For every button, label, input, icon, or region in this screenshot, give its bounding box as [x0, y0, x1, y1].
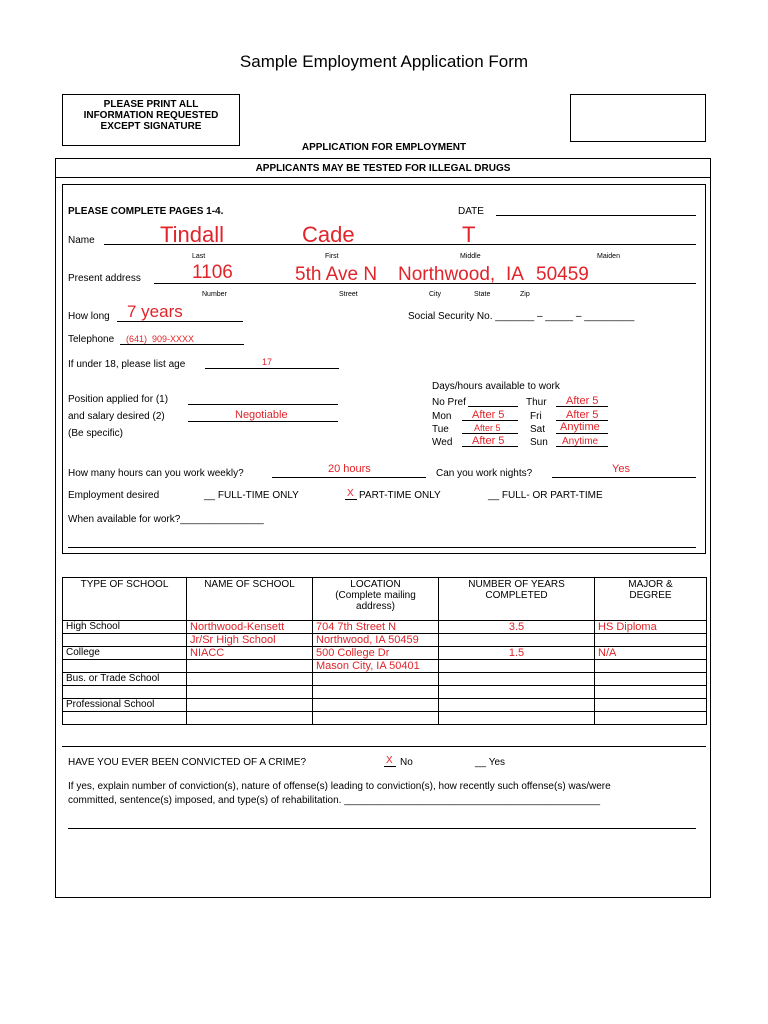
education-header-row [63, 578, 707, 621]
how-long-value: 7 years [127, 302, 183, 321]
when-available-label: When available for work?_______________ [68, 514, 264, 525]
trade-location-cell-2[interactable] [313, 686, 439, 699]
name-sub-first: First [325, 253, 339, 260]
hs-years-cell-2[interactable] [439, 634, 595, 647]
hs-type-cell: High School [63, 621, 187, 634]
date-label: DATE [458, 206, 484, 217]
salary-value: Negotiable [235, 409, 288, 421]
crime-explain-line-2: committed, sentence(s) imposed, and type(s) of rehabilitation. ______________________________________________ [68, 795, 601, 806]
part-time-check-line[interactable] [345, 499, 357, 500]
day-mon: Mon [432, 411, 452, 422]
telephone-line[interactable] [120, 344, 244, 345]
crime-question: HAVE YOU EVER BEEN CONVICTED OF A CRIME? [68, 757, 307, 768]
address-sub-street: Street [339, 291, 358, 298]
college-degree-cell[interactable]: N/A [595, 647, 707, 660]
table-row [63, 699, 707, 712]
name-sub-last: Last [192, 253, 206, 260]
table-row [63, 712, 707, 725]
trade-years-cell[interactable] [439, 673, 595, 686]
no-pref-line[interactable] [468, 406, 518, 407]
position-label-2: and salary desired (2) [68, 411, 165, 422]
under-18-line[interactable] [205, 368, 339, 369]
crime-no-check-line[interactable] [384, 766, 396, 767]
education-table [62, 577, 707, 725]
crime-yes-label[interactable]: __ Yes [475, 757, 506, 768]
crime-no-label[interactable]: No [400, 757, 413, 768]
prof-degree-cell[interactable] [595, 699, 707, 712]
address-city-value: Northwood, [398, 264, 496, 285]
tue-value: After 5 [474, 423, 501, 433]
college-location-cell-1[interactable]: 500 College Dr [313, 647, 439, 660]
college-location-cell-2[interactable]: Mason City, IA 50401 [313, 660, 439, 673]
position-label-1: Position applied for (1) [68, 394, 169, 405]
hs-degree-cell-2[interactable] [595, 634, 707, 647]
notice-line-3: EXCEPT SIGNATURE [100, 121, 202, 132]
college-name-cell-2[interactable] [187, 660, 313, 673]
part-time-check-mark: X [347, 488, 354, 499]
address-sub-number: Number [202, 291, 227, 298]
nights-line[interactable] [552, 477, 696, 478]
drug-notice-divider [55, 177, 711, 178]
crime-explain-line-1: If yes, explain number of conviction(s), nature of offense(s) leading to conviction(s), how recently such offense(s) was/were [68, 781, 611, 792]
header-years-completed: NUMBER OF YEARS COMPLETED [439, 578, 595, 621]
header-major-degree: MAJOR & DEGREE [595, 578, 707, 621]
sat-value: Anytime [560, 421, 600, 433]
header-name-of-school: NAME OF SCHOOL [187, 578, 313, 621]
prof-years-cell[interactable] [439, 699, 595, 712]
office-use-box [570, 94, 706, 142]
ssn-label: Social Security No. _______ – _____ – _________ [408, 311, 635, 322]
day-wed: Wed [432, 437, 453, 448]
full-or-part-time-option[interactable]: __ FULL- OR PART-TIME [488, 490, 603, 501]
table-row [63, 621, 707, 634]
address-zip-value: 50459 [536, 264, 589, 285]
position-line-1[interactable] [188, 404, 338, 405]
table-row [63, 660, 707, 673]
name-middle-value: T [462, 222, 476, 247]
day-sat: Sat [530, 424, 546, 435]
mon-value: After 5 [472, 409, 505, 421]
full-time-option[interactable]: __ FULL-TIME ONLY [204, 490, 299, 501]
day-sun: Sun [530, 437, 548, 448]
table-row [63, 686, 707, 699]
trade-degree-cell[interactable] [595, 673, 707, 686]
header-location: LOCATION (Complete mailing address) [313, 578, 439, 621]
trade-name-cell[interactable] [187, 673, 313, 686]
trade-years-cell-2[interactable] [439, 686, 595, 699]
prof-years-cell-2[interactable] [439, 712, 595, 725]
under-18-label: If under 18, please list age [68, 359, 186, 370]
drug-notice: APPLICANTS MAY BE TESTED FOR ILLEGAL DRUGS [255, 163, 511, 174]
day-tue: Tue [432, 424, 449, 435]
position-line-2[interactable] [188, 421, 338, 422]
how-long-label: How long [68, 311, 110, 322]
prof-name-cell[interactable] [187, 699, 313, 712]
application-heading: APPLICATION FOR EMPLOYMENT [301, 142, 467, 153]
day-fri: Fri [530, 411, 542, 422]
thur-value: After 5 [566, 395, 599, 407]
trade-degree-cell-2[interactable] [595, 686, 707, 699]
hours-weekly-value: 20 hours [328, 463, 371, 475]
crime-explain-line-3[interactable] [68, 828, 696, 829]
hs-name-cell-2[interactable]: Jr/Sr High School [187, 634, 313, 647]
part-time-option[interactable]: PART-TIME ONLY [359, 490, 441, 501]
page-title: Sample Employment Application Form [239, 52, 529, 71]
name-sub-maiden: Maiden [597, 253, 620, 260]
prof-type-cell: Professional School [63, 699, 187, 712]
position-label-3: (Be specific) [68, 428, 124, 439]
availability-extra-line[interactable] [68, 547, 696, 548]
college-years-cell[interactable]: 1.5 [439, 647, 595, 660]
telephone-number-value: 909-XXXX [152, 334, 195, 344]
nights-label: Can you work nights? [436, 468, 533, 479]
notice-line-2: INFORMATION REQUESTED [83, 110, 219, 121]
table-row [63, 634, 707, 647]
address-state-value: IA [506, 264, 524, 285]
address-sub-city: City [429, 291, 442, 298]
hs-location-cell-2[interactable]: Northwood, IA 50459 [313, 634, 439, 647]
hours-weekly-line[interactable] [272, 477, 426, 478]
prof-name-cell-2[interactable] [187, 712, 313, 725]
tue-line[interactable] [462, 433, 518, 434]
hs-location-cell-1[interactable]: 704 7th Street N [313, 621, 439, 634]
telephone-label: Telephone [68, 334, 115, 345]
prof-degree-cell-2[interactable] [595, 712, 707, 725]
address-sub-zip: Zip [520, 291, 530, 298]
address-street-value: 5th Ave N [295, 264, 378, 285]
address-label: Present address [68, 273, 141, 284]
name-label: Name [68, 235, 95, 246]
table-row [63, 647, 707, 660]
day-no-pref: No Pref [432, 397, 466, 408]
name-first-value: Cade [302, 222, 355, 247]
hs-type-cell-2 [63, 634, 187, 647]
trade-type-cell-2 [63, 686, 187, 699]
college-type-cell: College [63, 647, 187, 660]
address-number-value: 1106 [192, 262, 233, 283]
trade-type-cell: Bus. or Trade School [63, 673, 187, 686]
prof-type-cell-2 [63, 712, 187, 725]
day-thur: Thur [526, 397, 547, 408]
nights-value: Yes [612, 463, 630, 475]
hours-weekly-label: How many hours can you work weekly? [68, 468, 244, 479]
college-name-cell[interactable]: NIACC [187, 647, 313, 660]
hs-name-cell-1[interactable]: Northwood-Kensett [187, 621, 313, 634]
hs-degree-cell[interactable]: HS Diploma [595, 621, 707, 634]
prof-location-cell[interactable] [313, 699, 439, 712]
prof-location-cell-2[interactable] [313, 712, 439, 725]
crime-divider [62, 746, 706, 747]
sat-line[interactable] [556, 433, 608, 434]
wed-value: After 5 [472, 435, 505, 447]
employment-desired-label: Employment desired [68, 490, 160, 501]
complete-pages-note: PLEASE COMPLETE PAGES 1-4. [68, 206, 224, 217]
telephone-area-value: (641) [126, 334, 148, 344]
address-sub-state: State [474, 291, 491, 298]
date-line[interactable] [496, 215, 696, 216]
name-last-value: Tindall [160, 222, 224, 247]
under-18-value: 17 [262, 357, 273, 367]
sun-value: Anytime [562, 436, 599, 447]
trade-location-cell[interactable] [313, 673, 439, 686]
college-years-cell-2[interactable] [439, 660, 595, 673]
print-notice-box [62, 94, 240, 146]
days-hours-title: Days/hours available to work [432, 381, 560, 392]
college-degree-cell-2[interactable] [595, 660, 707, 673]
header-type-of-school: TYPE OF SCHOOL [63, 578, 187, 621]
trade-name-cell-2[interactable] [187, 686, 313, 699]
college-type-cell-2 [63, 660, 187, 673]
table-row [63, 673, 707, 686]
crime-no-mark: X [386, 755, 393, 766]
name-sub-middle: Middle [460, 253, 481, 260]
fri-value: After 5 [566, 409, 599, 421]
hs-years-cell[interactable]: 3.5 [439, 621, 595, 634]
notice-line-1: PLEASE PRINT ALL [103, 99, 199, 110]
